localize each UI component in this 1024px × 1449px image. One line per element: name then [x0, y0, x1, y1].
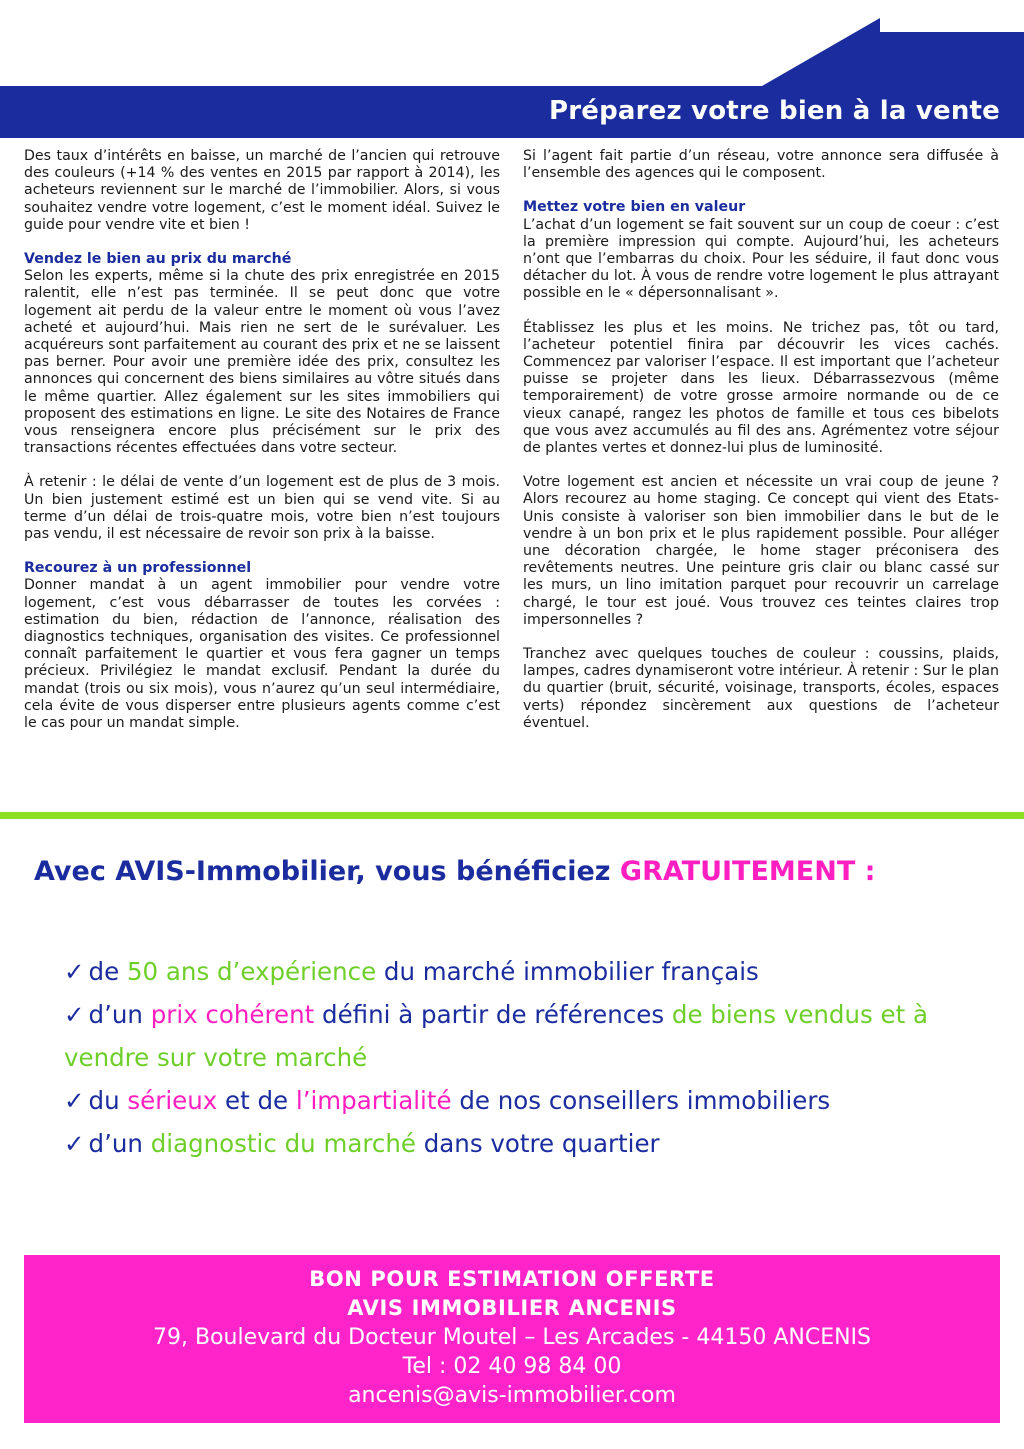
paragraph: Si l’agent fait partie d’un réseau, votre annonce sera diffusée à l’ensemble des agences qui le composent.	[523, 148, 999, 182]
page-header	[0, 0, 1024, 140]
benefit-text-highlight: 50 ans d’expérience	[126, 957, 377, 986]
benefit-text-highlight: l’impartialité	[295, 1086, 452, 1115]
coupon-title: BON POUR ESTIMATION OFFERTE	[309, 1267, 715, 1291]
paragraph: Établissez les plus et les moins. Ne trichez pas, tôt ou tard, l’acheteur potentiel finira par découvrir les vices cachés. Commencez par valoriser l’espace. Il est important que l’acheteur puisse se projeter dans les lieux. Débarrassezvous (même temporairement) de votre grosse armoire normande ou de ce vieux canapé, rangez les photos de famille et tous ces bibelots que vous avez accumulés au fil des ans. Agrémentez votre séjour de plantes vertes et donnez-lui plus de luminosité.	[523, 319, 999, 457]
paragraph: L’achat d’un logement se fait souvent sur un coup de coeur : c’est la première impression qui compte. Aujourd’hui, les acheteurs n’ont que l’embarras du choix. Pour les séduire, il faut donc vous détacher du lot. À vous de rendre votre logement le plus attrayant possible en le « dépersonnalisant ».	[523, 216, 999, 302]
benefit-text: du	[88, 1086, 128, 1115]
section-heading-prix: Vendez le bien au prix du marché	[24, 251, 292, 268]
benefit-text: d’un	[88, 1000, 151, 1029]
checkmark-icon: ✓	[64, 1000, 85, 1029]
estimation-coupon	[24, 1255, 1000, 1423]
benefit-text: de	[88, 957, 127, 986]
checkmark-icon: ✓	[64, 957, 85, 986]
agency-address: 79, Boulevard du Docteur Moutel – Les Arcades - 44150 ANCENIS	[152, 1325, 872, 1350]
house-roof-graphic	[0, 0, 1024, 90]
article-right-column	[523, 148, 999, 749]
benefit-text-highlight: prix cohérent	[150, 1000, 315, 1029]
paragraph: Votre logement est ancien et nécessite un vrai coup de jeune ? Alors recourez au home staging. Ce concept qui vient des Etats-Unis consiste à valoriser son bien immobilier dans le but de le vendre à un bon prix et le plus rapidement possible. Pour alléger une décoration chargée, le home stager préconisera des revêtements neutres. Une peinture gris clair ou blanc cassé sur les murs, un lino imitation parquet pour recouvrir un carrelage chargé, le tour est joué. Vous trouvez ces teintes claires trop impersonnelles ?	[523, 474, 999, 628]
benefit-text-highlight: sérieux	[127, 1086, 218, 1115]
intro-paragraph: Des taux d’intérêts en baisse, un marché de l’ancien qui retrouve des couleurs (+14 % des ventes en 2015 par rapport à 2014), les acheteurs reviennent sur le marché de l’immobilier. Alors, si vous souhaitez vendre votre logement, c’est le moment idéal. Suivez le guide pour vendre vite et bien !	[24, 148, 500, 233]
benefit-text: défini à partir de références	[314, 1000, 672, 1029]
benefit-item	[64, 1079, 994, 1122]
paragraph: Tranchez avec quelques touches de couleur : coussins, plaids, lampes, cadres dynamiseront votre intérieur. À retenir : Sur le plan du quartier (bruit, sécurité, voisinage, transports, écoles, espaces verts) répondez sincèrement aux questions de l’acheteur éventuel.	[523, 646, 999, 731]
section-heading-professionnel: Recourez à un professionnel	[24, 560, 252, 577]
benefit-text: et de	[217, 1086, 296, 1115]
benefit-text: du marché immobilier français	[376, 957, 759, 986]
benefit-text: dans votre quartier	[415, 1129, 660, 1158]
benefit-item	[64, 950, 994, 993]
promo-heading-highlight: GRATUITEMENT :	[619, 856, 876, 887]
benefit-item	[64, 1122, 994, 1165]
benefit-text-highlight: diagnostic du marché	[150, 1129, 416, 1158]
paragraph: Donner mandat à un agent immobilier pour vendre votre logement, c’est vous débarrasser de toutes les corvées : estimation du bien, rédaction de l’annonce, réalisation des diagnostics techniques, organisation des visites. Ce professionnel connaît parfaitement le quartier et vous fera gagner un temps précieux. Privilégiez le mandat exclusif. Pendant la durée du mandat (trois ou six mois), vous n’aurez qu’un seul intermédiaire, cela évite de vous disperser entre plusieurs agents comme c’est le cas pour un mandat simple.	[24, 577, 500, 732]
agency-email-link[interactable]: ancenis@avis-immobilier.com	[348, 1383, 676, 1408]
agency-name: AVIS IMMOBILIER ANCENIS	[347, 1296, 677, 1320]
checkmark-icon: ✓	[64, 1129, 85, 1158]
benefit-text-highlight: de biens vendus et à vendre sur votre marché	[64, 1000, 929, 1072]
promo-heading-text: Avec AVIS-Immobilier, vous bénéficiez	[34, 856, 620, 887]
agency-phone: Tel : 02 40 98 84 00	[402, 1354, 622, 1379]
promo-heading	[34, 856, 875, 887]
paragraph: À retenir : le délai de vente d’un logement est de plus de 3 mois. Un bien justement estimé est un bien qui se vend vite. Si au terme d’un délai de trois-quatre mois, votre bien n’est toujours pas vendu, il est nécessaire de revoir son prix à la baisse.	[24, 474, 500, 543]
page-title: Préparez votre bien à la vente	[548, 96, 1000, 126]
divider	[0, 812, 1024, 819]
checkmark-icon: ✓	[64, 1086, 85, 1115]
benefit-item	[64, 993, 994, 1079]
article-left-column	[24, 148, 500, 749]
section-heading-valeur: Mettez votre bien en valeur	[523, 199, 746, 216]
paragraph: Selon les experts, même si la chute des prix enregistrée en 2015 ralentit, elle n’est pas terminée. Il se peut donc que votre logement ait perdu de la valeur entre le moment où vous l’avez acheté et aujourd’hui. Mais rien ne sert de le surévaluer. Les acquéreurs sont parfaitement au courant des prix et ne se laissent pas berner. Pour avoir une première idée des prix, consultez les annonces qui concernent des biens similaires au vôtre situés dans le même quartier. Allez également sur les sites immobiliers qui proposent des estimations en ligne. Le site des Notaires de France vous renseignera encore plus précisément sur le prix des transactions récentes effectuées dans votre secteur.	[24, 268, 500, 457]
benefits-list	[64, 950, 994, 1165]
benefit-text: d’un	[88, 1129, 151, 1158]
benefit-text: de nos conseillers immobiliers	[451, 1086, 831, 1115]
